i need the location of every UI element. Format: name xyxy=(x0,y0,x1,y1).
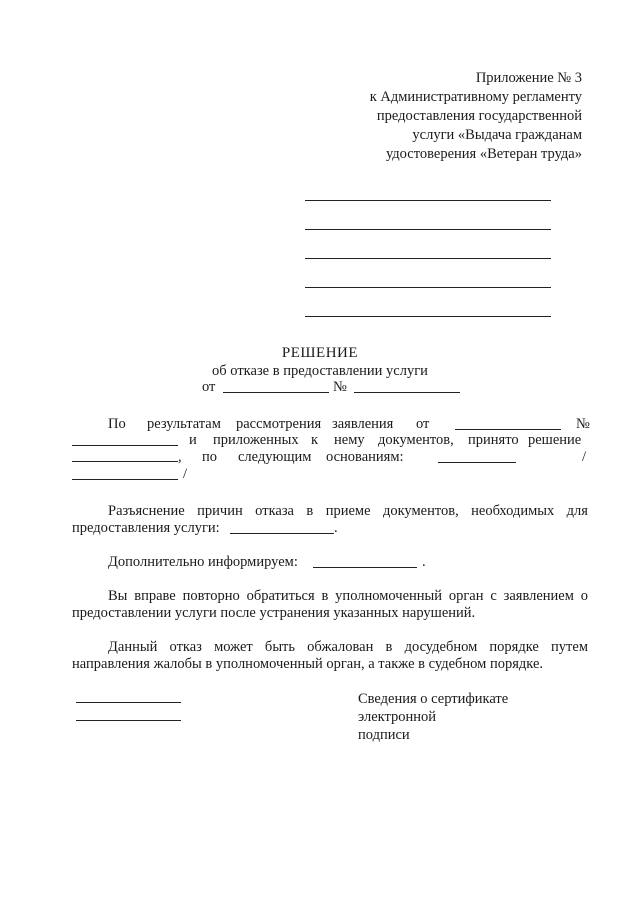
p1-slash: / xyxy=(582,449,587,465)
p1-word: заявления xyxy=(332,416,394,432)
official-position-blank[interactable] xyxy=(76,702,181,703)
p1-word: По xyxy=(108,416,126,432)
p2-period: . xyxy=(334,520,338,536)
p1-word: документов, xyxy=(378,432,454,448)
p5-line1: Данный отказ может быть обжалован в досудебном порядке путем xyxy=(108,639,588,655)
p2-line xyxy=(108,503,588,520)
appendix-line: услуги «Выдача гражданам xyxy=(412,127,582,143)
p1-word: и xyxy=(189,432,197,448)
p1-number-sign: № xyxy=(576,416,590,432)
p4-line2: предоставлении услуги после устранения указанных нарушений. xyxy=(72,605,476,621)
p2-word: документов, xyxy=(382,503,459,519)
appendix-line: предоставления государственной xyxy=(376,108,582,124)
number-blank[interactable] xyxy=(354,392,460,393)
p1-word: от xyxy=(416,416,430,432)
decision-number-blank[interactable] xyxy=(72,461,178,462)
official-name-blank[interactable] xyxy=(76,720,181,721)
addressee-blank-line[interactable] xyxy=(305,316,551,317)
number-label: № xyxy=(333,379,347,395)
signature-line: Сведения о сертификате xyxy=(358,691,509,707)
appendix-line: к Административному регламенту xyxy=(369,89,582,105)
appendix-line: Приложение № 3 xyxy=(475,70,582,86)
p2-word: в xyxy=(306,503,314,519)
p4-line1: Вы вправе повторно обратиться в уполномоченный орган с заявлением о xyxy=(108,588,588,604)
addressee-blank-line[interactable] xyxy=(305,200,551,201)
p1-slash: / xyxy=(183,466,188,482)
p2-word: отказа xyxy=(255,503,294,519)
application-date-blank[interactable] xyxy=(455,429,561,430)
document-subtitle: об отказе в предоставлении услуги xyxy=(212,363,428,379)
p2-line2-prefix: предоставления услуги: xyxy=(72,520,220,536)
addressee-blank-line[interactable] xyxy=(305,287,551,288)
signature-line: электронной xyxy=(358,709,437,725)
date-blank[interactable] xyxy=(223,392,329,393)
p5-line2: направления жалобы в уполномоченный орган, а также в судебном порядке. xyxy=(72,656,544,672)
p1-word: решение xyxy=(528,432,582,448)
grounds-blank[interactable] xyxy=(438,462,516,463)
p3-period: . xyxy=(422,554,426,570)
p1-word: основаниям: xyxy=(326,449,404,465)
addressee-blank-line[interactable] xyxy=(305,258,551,259)
signature-line: подписи xyxy=(358,727,410,743)
p1-word: результатам xyxy=(147,416,221,432)
p3-prefix: Дополнительно информируем: xyxy=(108,554,298,570)
additional-info-blank[interactable] xyxy=(313,567,417,568)
p1-word: принято xyxy=(468,432,519,448)
appendix-header xyxy=(370,69,582,164)
p1-word: к xyxy=(311,432,319,448)
p2-word: Разъяснение xyxy=(108,503,185,519)
p1-word: , xyxy=(178,449,182,465)
p2-word: причин xyxy=(197,503,243,519)
date-label: от xyxy=(202,379,216,395)
p2-word: для xyxy=(566,503,588,519)
p1-word: нему xyxy=(334,432,365,448)
p2-word: необходимых xyxy=(471,503,555,519)
p1-word: следующим xyxy=(238,449,312,465)
grounds-continued-blank[interactable] xyxy=(72,479,178,480)
p2-word: приеме xyxy=(325,503,371,519)
p1-word: приложенных xyxy=(213,432,299,448)
document-title: РЕШЕНИЕ xyxy=(281,345,359,361)
p1-word: рассмотрения xyxy=(236,416,322,432)
application-number-blank[interactable] xyxy=(72,445,178,446)
appendix-line: удостоверения «Ветеран труда» xyxy=(385,146,582,162)
refusal-reason-blank[interactable] xyxy=(230,533,334,534)
p1-word: по xyxy=(202,449,218,465)
addressee-blank-line[interactable] xyxy=(305,229,551,230)
